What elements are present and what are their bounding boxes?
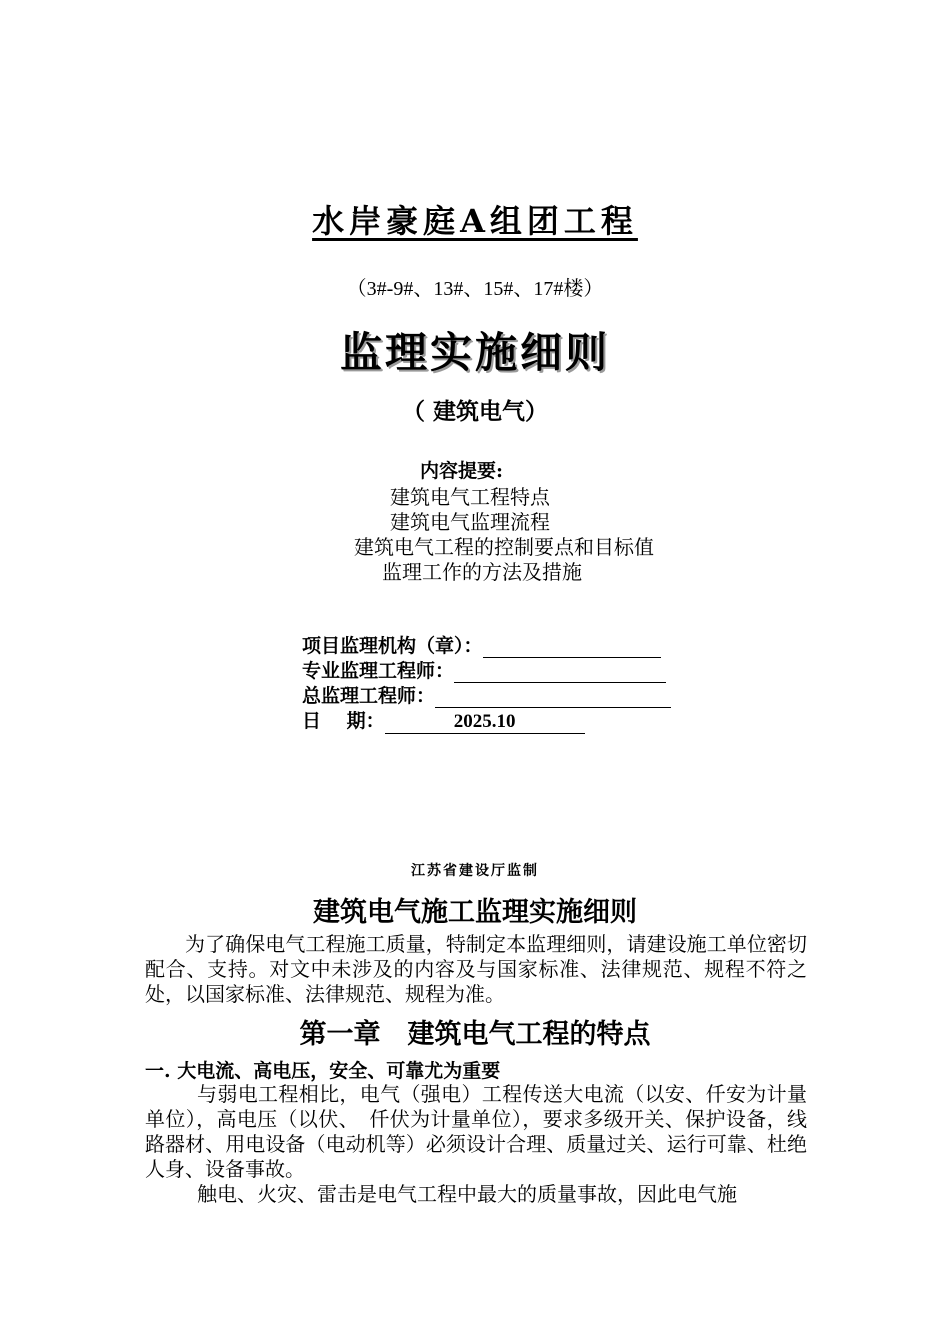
summary-item: 建筑电气工程特点 [390, 485, 550, 509]
summary-item: 建筑电气监理流程 [390, 510, 550, 534]
org-blank-line[interactable] [483, 637, 661, 658]
document-type-title: 监理实施细则 [339, 328, 610, 377]
signature-date-row [302, 706, 585, 734]
summary-heading: 内容提要: [420, 460, 504, 482]
date-value: 2025.10 [385, 711, 585, 734]
engineer-blank-line[interactable] [454, 662, 666, 683]
section-title: 一. 大电流、高电压，安全、可靠尤为重要 [145, 1060, 501, 1082]
signature-engineer-row [302, 656, 666, 683]
discipline-subtitle: （ 建筑电气） [401, 398, 548, 425]
building-list: （3#-9#、13#、15#、17#楼） [346, 278, 604, 300]
chapter-title: 第一章 建筑电气工程的特点 [299, 1019, 651, 1050]
body-paragraph: 与弱电工程相比，电气（强电）工程传送大电流（以安、仟安为计量单位），高电压（以伏、 仟伏为计量单位），要求多级开关、保护设备，线路器材、用电设备（电动机等）必须设计合理、质量过关、运行可靠、杜绝人身、设备事故。 [145, 1082, 807, 1181]
body-title: 建筑电气施工监理实施细则 [313, 897, 637, 928]
chief-label: 总监理工程师： [302, 685, 436, 707]
signature-chief-row [302, 681, 671, 708]
date-label: 日 期： [302, 710, 385, 732]
body-paragraph: 触电、火灾、雷击是电气工程中最大的质量事故，因此电气施 [197, 1182, 737, 1206]
chief-blank-line[interactable] [435, 687, 671, 708]
org-label: 项目监理机构（章）： [302, 635, 483, 657]
summary-item: 监理工作的方法及措施 [382, 560, 582, 584]
engineer-label: 专业监理工程师： [302, 660, 455, 682]
intro-paragraph: 为了确保电气工程施工质量，特制定本监理细则，请建设施工单位密切配合、支持。对文中未涉及的内容及与国家标准、法律规范、规程不符之处，以国家标准、法律规范、规程为准。 [145, 932, 807, 1006]
project-title: 水岸豪庭A组团工程 [312, 202, 638, 240]
summary-item: 建筑电气工程的控制要点和目标值 [354, 535, 654, 559]
issuer-note: 江苏省建设厅监制 [411, 863, 539, 879]
signature-org-row [302, 631, 661, 658]
